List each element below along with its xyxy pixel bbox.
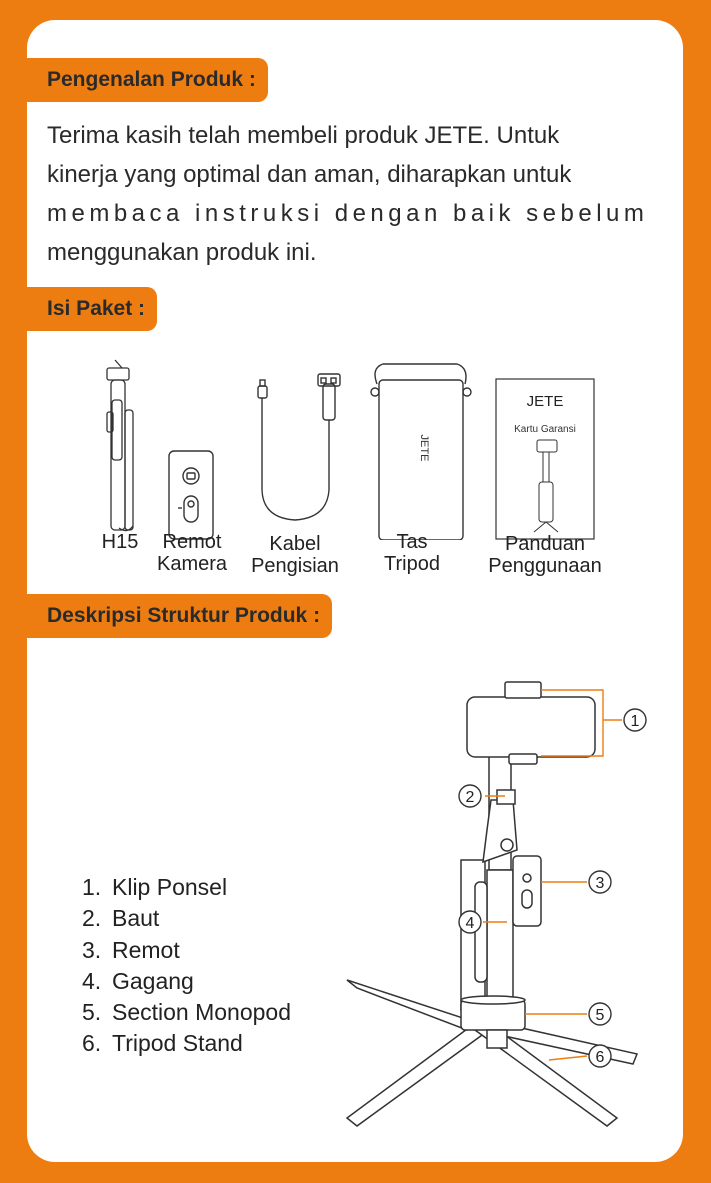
manual-card-image	[496, 379, 594, 539]
intro-line-4: menggunakan produk ini.	[47, 239, 317, 266]
package-item-label	[149, 531, 235, 575]
part-label: Remot	[112, 936, 180, 963]
package-item-label	[92, 531, 148, 553]
part-number: 1.	[82, 874, 102, 900]
package-item-label	[365, 531, 459, 575]
part-number: 5.	[82, 999, 102, 1026]
card-subtitle-text: Kartu Garansi	[514, 424, 576, 435]
list-item	[82, 997, 291, 1028]
package-item-label	[239, 533, 351, 577]
intro-line-2: kinerja yang optimal dan aman, diharapkan untuk	[47, 161, 572, 188]
part-number: 6.	[82, 1030, 102, 1057]
tripod-structure-diagram	[317, 650, 647, 1150]
h15-stick-image	[107, 360, 133, 531]
tripod-bag-image	[371, 364, 471, 540]
callout-number-6: 6	[595, 1049, 605, 1066]
part-number: 4.	[82, 967, 102, 994]
part-number: 2.	[82, 905, 102, 932]
package-label-line: Kabel	[269, 533, 321, 555]
callout-number-5: 5	[595, 1007, 605, 1024]
intro-line-3: membaca instruksi dengan baik sebelum	[47, 200, 649, 227]
list-item	[82, 903, 291, 934]
package-label-line: Panduan	[504, 533, 586, 555]
intro-line-1: Terima kasih telah membeli produk JETE. Untuk	[47, 122, 560, 149]
part-label: Klip Ponsel	[112, 874, 228, 900]
part-number: 3.	[82, 936, 102, 963]
bag-brand-text: JETE	[418, 434, 430, 462]
manual-card	[27, 20, 683, 1162]
intro-section-title: Pengenalan Produk :	[27, 58, 268, 102]
charging-cable-image	[258, 374, 340, 520]
list-item	[82, 966, 291, 997]
package-item-label	[475, 533, 615, 577]
package-label-line: Kamera	[156, 553, 228, 575]
package-label-line: Remot	[162, 531, 222, 553]
parts-list	[82, 872, 291, 1060]
structure-section-title: Deskripsi Struktur Produk :	[27, 594, 332, 638]
callout-number-3: 3	[595, 875, 605, 892]
callout-number-4: 4	[465, 915, 475, 932]
package-label-line: H15	[101, 531, 139, 553]
package-label-line: Pengisian	[251, 555, 339, 577]
card-brand-text: JETE	[526, 393, 564, 410]
callout-number-1: 1	[630, 713, 640, 730]
remote-camera-image	[169, 451, 213, 539]
list-item	[82, 872, 291, 903]
package-label-line: Tas	[396, 531, 428, 553]
package-illustrations	[27, 340, 683, 540]
part-label: Gagang	[112, 967, 194, 994]
callout-number-2: 2	[465, 789, 475, 806]
part-label: Tripod Stand	[112, 1030, 243, 1057]
part-label: Section Monopod	[112, 999, 292, 1026]
intro-paragraph	[47, 116, 663, 272]
package-label-line: Penggunaan	[488, 555, 602, 577]
part-label: Baut	[112, 905, 160, 932]
list-item	[82, 1028, 291, 1059]
package-section-title: Isi Paket :	[27, 287, 157, 331]
package-label-line: Tripod	[384, 553, 440, 575]
list-item	[82, 935, 291, 966]
